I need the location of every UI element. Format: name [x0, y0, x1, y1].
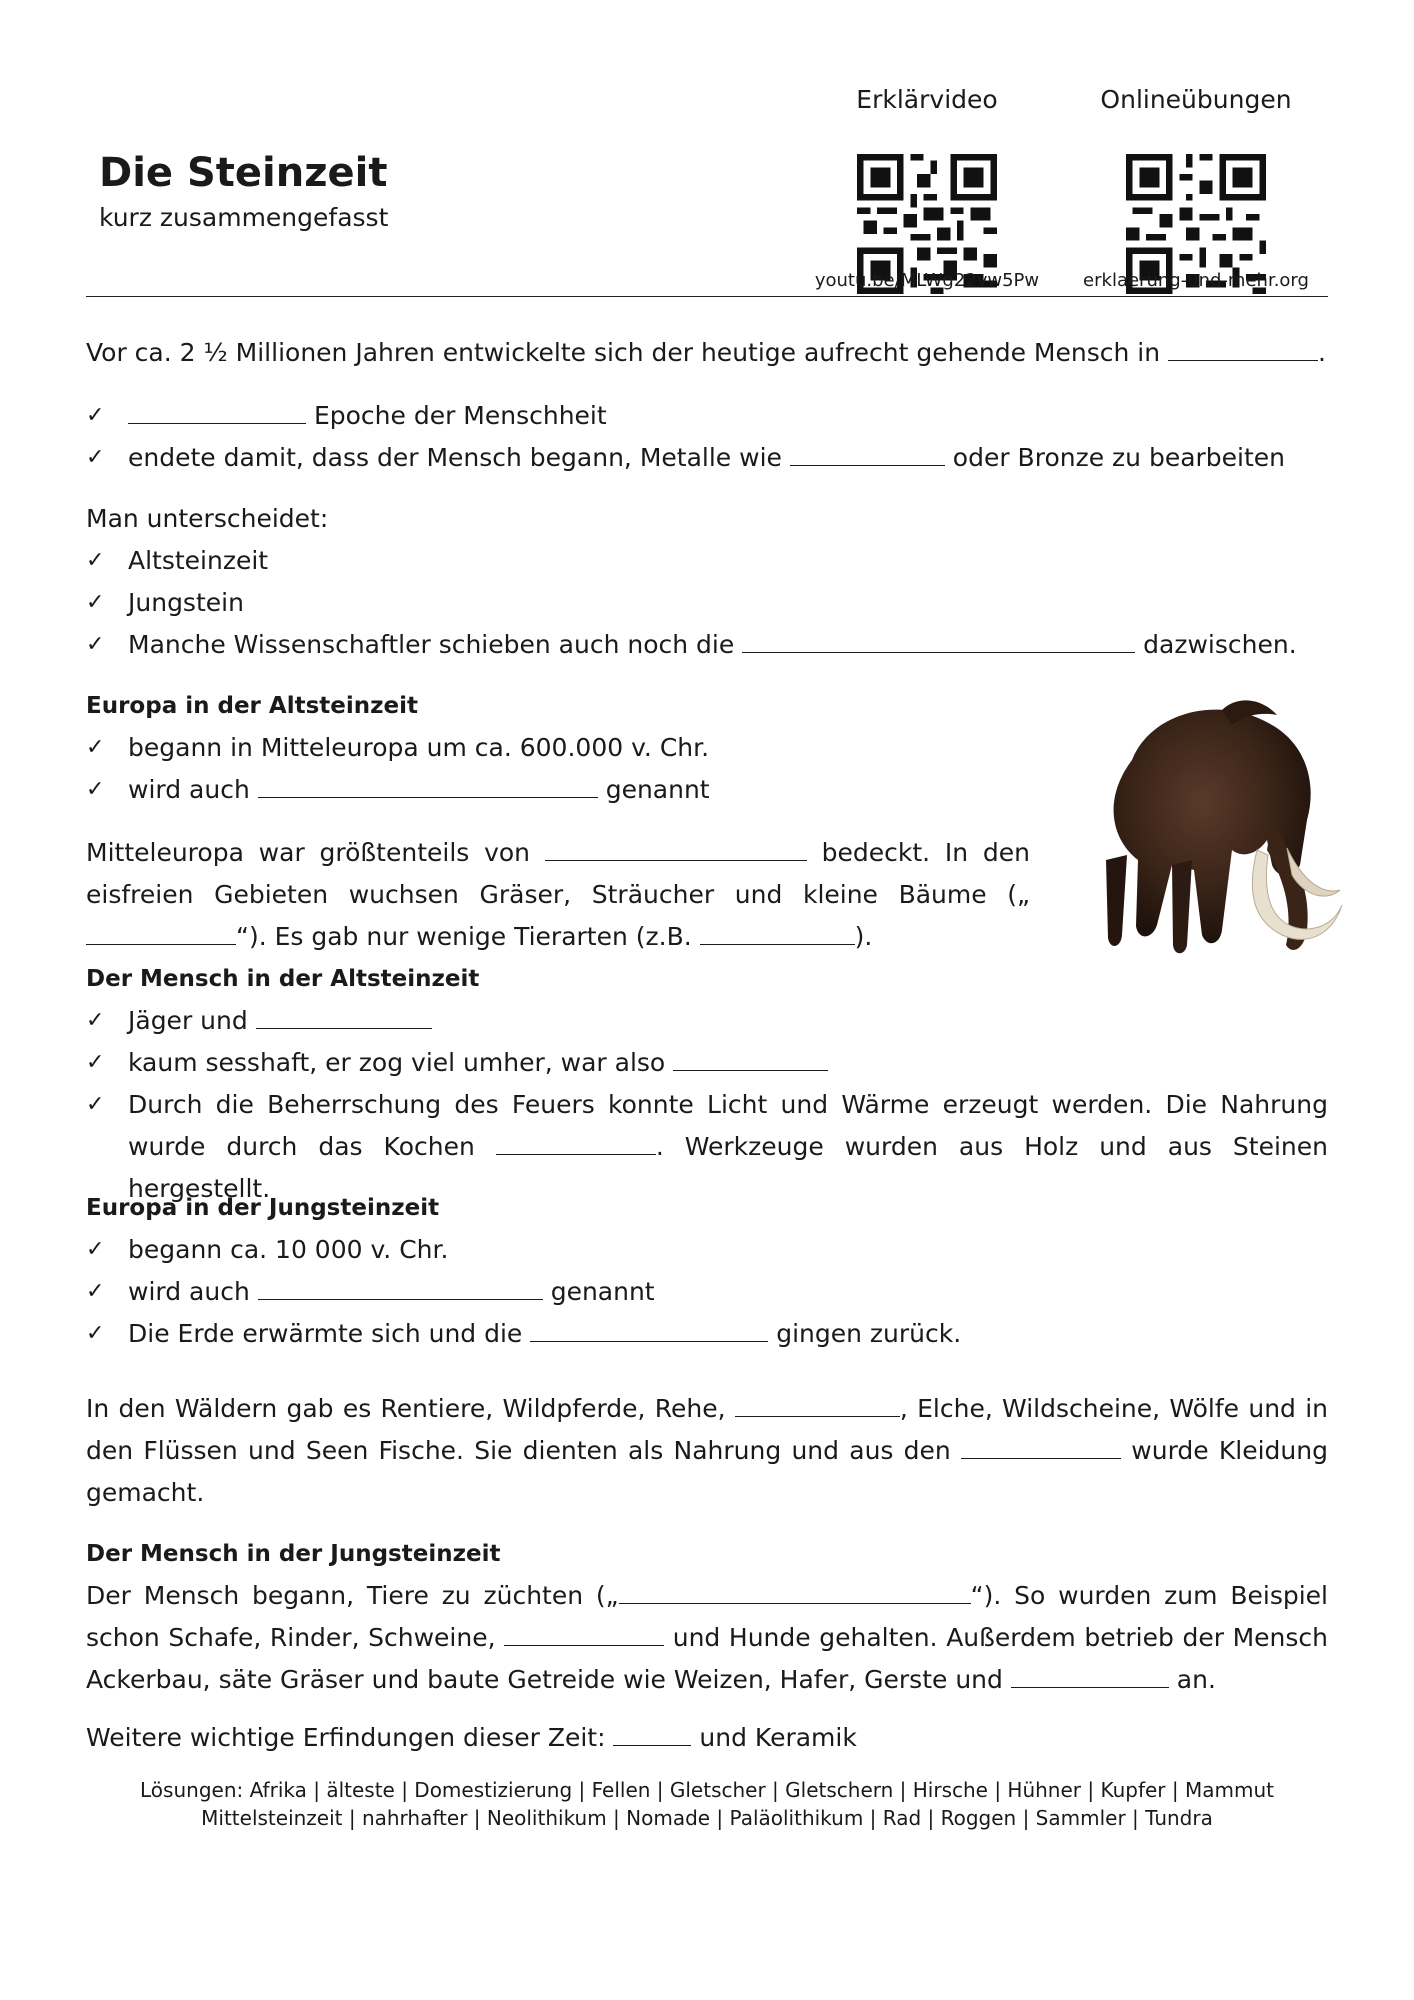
blank-field[interactable] [258, 771, 598, 798]
paragraph-text: “). Es gab nur wenige Tierarten (z.B. [236, 922, 700, 951]
distinguish-lead: Man unterscheidet: [86, 504, 329, 533]
qr-video-url: youtu.be/MLWg22vw5Pw [814, 270, 1040, 291]
list-item-text: wird auch [128, 775, 258, 804]
blank-field[interactable] [619, 1577, 971, 1604]
blank-field[interactable] [496, 1128, 656, 1155]
list-item [86, 540, 1328, 582]
blank-field[interactable] [1011, 1661, 1169, 1688]
inventions-section [86, 1717, 1328, 1759]
paragraph-text: ). [854, 922, 873, 951]
list-item-text: Jungstein [128, 588, 244, 617]
section-heading: Der Mensch in der Altsteinzeit [86, 966, 480, 992]
solutions-line: Lösungen: Afrika | älteste | Domestizierung | Fellen | Gletscher | Gletschern | Hirsche | Hühner | Kupfer | Mammut [140, 1778, 1274, 1802]
human-new-paragraph [86, 1575, 1328, 1701]
checkmark-icon: ✓ [86, 777, 105, 802]
list-item-text: Durch die Beherrschung des Feuers konnte Licht und Wärme erzeugt werden. Die Nahrung wurde durch das Kochen [128, 1090, 1328, 1161]
intro-text: Vor ca. 2 ½ Millionen Jahren entwickelte sich der heutige aufrecht gehende Mensch in [86, 338, 1161, 367]
qr-exercises-url: erklaerung-und-mehr.org [1083, 270, 1309, 291]
solutions-box [86, 1776, 1328, 1832]
qr-video-block [814, 85, 1040, 294]
checkmark-icon: ✓ [86, 1279, 105, 1304]
blank-field[interactable] [1168, 334, 1318, 361]
intro-paragraph [86, 332, 1328, 374]
checkmark-icon: ✓ [86, 632, 105, 657]
list-item-text: Die Erde erwärmte sich und die [128, 1319, 531, 1348]
list-item [86, 1313, 1328, 1355]
europe-new-section [86, 1187, 1328, 1355]
solutions-line: Mittelsteinzeit | nahrhafter | Neolithikum | Nomade | Paläolithikum | Rad | Roggen | Sammler | Tundra [201, 1806, 1213, 1830]
list-item [86, 437, 1328, 479]
blank-field[interactable] [530, 1315, 768, 1342]
blank-field[interactable] [86, 918, 236, 945]
checkmark-icon: ✓ [86, 445, 105, 470]
list-item-text: . Werkzeuge wurden aus Holz und aus Steinen hergestellt. [128, 1132, 1328, 1203]
checkmark-icon: ✓ [86, 735, 105, 760]
list-item-text: dazwischen. [1135, 630, 1297, 659]
list-item-text: genannt [597, 775, 710, 804]
list-item [86, 1000, 1328, 1042]
list-item-text: begann ca. 10 000 v. Chr. [128, 1235, 449, 1264]
page-title: Die Steinzeit [99, 150, 388, 196]
intro-period: . [1318, 338, 1326, 367]
list-item-text: endete damit, dass der Mensch begann, Metalle wie [128, 443, 790, 472]
list-item-text: Altsteinzeit [128, 546, 269, 575]
blank-field[interactable] [673, 1044, 828, 1071]
paragraph-text: , Elche, Wildscheine, Wölfe und in den Flüssen und Seen Fische. Sie dienten als Nahrung und aus den [86, 1394, 1328, 1465]
qr-video-label: Erklärvideo [856, 85, 998, 114]
human-new-section [86, 1533, 1328, 1701]
europe-new-paragraph [86, 1388, 1328, 1514]
list-item-text: genannt [542, 1277, 655, 1306]
list-item [86, 582, 1328, 624]
qr-exercises-label: Onlineübungen [1100, 85, 1292, 114]
checkmark-icon: ✓ [86, 1321, 105, 1346]
paragraph-text: und Hunde gehalten. Außerdem betrieb der Mensch Ackerbau, säte Gräser und baute Getreide wie Weizen, Hafer, Gerste und [86, 1623, 1328, 1694]
intro-section [86, 332, 1328, 374]
blank-field[interactable] [961, 1432, 1121, 1459]
intro-checklist [86, 395, 1328, 479]
distinguish-section [86, 498, 1328, 666]
section-heading: Europa in der Jungsteinzeit [86, 1195, 440, 1221]
blank-field[interactable] [545, 834, 807, 861]
europe-old-paragraph [86, 832, 1030, 958]
list-item-text: Jäger und [128, 1006, 256, 1035]
europe-old-paragraph-block [86, 832, 1030, 958]
list-item [86, 624, 1328, 666]
paragraph-text: wurde Kleidung gemacht. [86, 1436, 1328, 1507]
paragraph-text: “). So wurden zum Beispiel schon Schafe, Rinder, Schweine, [86, 1581, 1328, 1652]
blank-field[interactable] [128, 397, 306, 424]
page-subtitle: kurz zusammengefasst [99, 203, 389, 232]
blank-field[interactable] [613, 1719, 691, 1746]
paragraph-text: an. [1168, 1665, 1216, 1694]
paragraph-text: In den Wäldern gab es Rentiere, Wildpferde, Rehe, [86, 1394, 735, 1423]
paragraph-text: Mitteleuropa war größtenteils von [86, 838, 545, 867]
list-item [86, 395, 1328, 437]
checkmark-icon: ✓ [86, 1008, 105, 1033]
blank-field[interactable] [790, 439, 945, 466]
header-divider [86, 296, 1328, 297]
list-item-text: gingen zurück. [768, 1319, 962, 1348]
section-heading: Europa in der Altsteinzeit [86, 693, 418, 719]
list-item-text: kaum sesshaft, er zog viel umher, war also [128, 1048, 674, 1077]
section-heading: Der Mensch in der Jungsteinzeit [86, 1541, 501, 1567]
blank-field[interactable] [258, 1273, 543, 1300]
qr-exercises-block [1083, 85, 1309, 294]
blank-field[interactable] [742, 626, 1135, 653]
europe-new-paragraph-block [86, 1388, 1328, 1514]
mammoth-image [1072, 690, 1347, 980]
blank-field[interactable] [735, 1390, 900, 1417]
checkmark-icon: ✓ [86, 548, 105, 573]
checkmark-icon: ✓ [86, 403, 105, 428]
paragraph-text: bedeckt. In den eisfreien Gebieten wuchsen Gräser, Sträucher und kleine Bäume („ [86, 838, 1031, 909]
checkmark-icon: ✓ [86, 590, 105, 615]
paragraph-text: Der Mensch begann, Tiere zu züchten („ [86, 1581, 619, 1610]
checkmark-icon: ✓ [86, 1237, 105, 1262]
list-item [86, 1271, 1328, 1313]
list-item [86, 1042, 1328, 1084]
list-item-text: Manche Wissenschaftler schieben auch noch die [128, 630, 743, 659]
human-old-section [86, 958, 1328, 1210]
inventions-paragraph [86, 1717, 1328, 1759]
paragraph-text: und Keramik [691, 1723, 857, 1752]
list-item-text: oder Bronze zu bearbeiten [944, 443, 1286, 472]
list-item-text: begann in Mitteleuropa um ca. 600.000 v. Chr. [128, 733, 710, 762]
paragraph-text: Weitere wichtige Erfindungen dieser Zeit: [86, 1723, 614, 1752]
list-item [86, 1229, 1328, 1271]
list-item-text: Epoche der Menschheit [306, 401, 607, 430]
checkmark-icon: ✓ [86, 1092, 105, 1117]
blank-field[interactable] [700, 918, 855, 945]
checkmark-icon: ✓ [86, 1050, 105, 1075]
list-item-text: wird auch [128, 1277, 258, 1306]
blank-field[interactable] [256, 1002, 432, 1029]
blank-field[interactable] [504, 1619, 664, 1646]
